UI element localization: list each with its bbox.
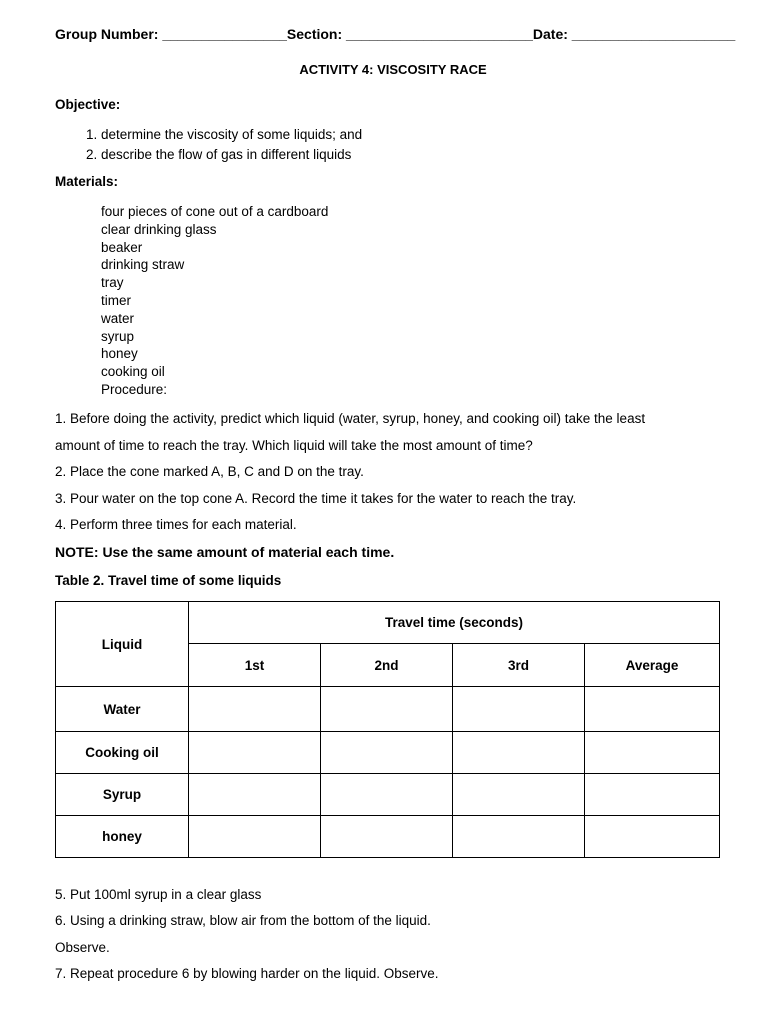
- empty-cell[interactable]: [585, 774, 720, 816]
- table-row: [56, 687, 720, 732]
- empty-cell[interactable]: [189, 687, 321, 732]
- table-caption: Table 2. Travel time of some liquids: [55, 573, 282, 588]
- empty-cell[interactable]: [585, 687, 720, 732]
- row-label-syrup: Syrup: [56, 774, 189, 816]
- procedure-step-6: 6. Using a drinking straw, blow air from the bottom of the liquid.: [55, 913, 431, 928]
- procedure-step-1-cont: amount of time to reach the tray. Which liquid will take the most amount of time?: [55, 438, 533, 453]
- header-line: [55, 26, 735, 42]
- empty-cell[interactable]: [321, 732, 453, 774]
- procedure-step-5: 5. Put 100ml syrup in a clear glass: [55, 887, 262, 902]
- material-item: cooking oil: [101, 364, 165, 380]
- liquid-header: Liquid: [56, 602, 189, 687]
- procedure-step-4: 4. Perform three times for each material.: [55, 517, 297, 532]
- trial-3-header: 3rd: [453, 644, 585, 687]
- objective-item: 1. determine the viscosity of some liquids; and: [101, 125, 362, 145]
- material-item: tray: [101, 275, 124, 291]
- empty-cell[interactable]: [321, 816, 453, 858]
- travel-time-header: Travel time (seconds): [189, 602, 720, 644]
- note-text: NOTE: Use the same amount of material each time.: [55, 544, 395, 560]
- procedure-step-2: 2. Place the cone marked A, B, C and D on the tray.: [55, 464, 364, 479]
- empty-cell[interactable]: [453, 774, 585, 816]
- trial-1-header: 1st: [189, 644, 321, 687]
- procedure-step-7: 7. Repeat procedure 6 by blowing harder on the liquid. Observe.: [55, 966, 439, 981]
- material-item: clear drinking glass: [101, 221, 217, 237]
- table-row: [56, 816, 720, 858]
- materials-list: [101, 203, 328, 399]
- date-field[interactable]: Date: _____________________: [532, 26, 736, 42]
- average-header: Average: [585, 644, 720, 687]
- material-item: timer: [101, 292, 131, 308]
- procedure-step-1: 1. Before doing the activity, predict which liquid (water, syrup, honey, and cooking oil) take the least: [55, 411, 646, 426]
- group-number-field[interactable]: Group Number: ________________: [55, 26, 287, 42]
- section-field[interactable]: Section: ________________________: [286, 26, 533, 42]
- material-item: beaker: [101, 239, 143, 255]
- table-row: [56, 774, 720, 816]
- travel-time-table: [55, 601, 720, 858]
- activity-title: ACTIVITY 4: VISCOSITY RACE: [299, 62, 487, 77]
- empty-cell[interactable]: [453, 816, 585, 858]
- row-label-cooking-oil: Cooking oil: [56, 732, 189, 774]
- empty-cell[interactable]: [585, 732, 720, 774]
- objective-list: [55, 125, 362, 164]
- objective-heading: Objective:: [55, 97, 121, 112]
- empty-cell[interactable]: [189, 774, 321, 816]
- table-row: [56, 732, 720, 774]
- row-label-honey: honey: [56, 816, 189, 858]
- material-item: honey: [101, 346, 138, 362]
- trial-2-header: 2nd: [321, 644, 453, 687]
- material-item: four pieces of cone out of a cardboard: [101, 204, 329, 219]
- procedure-step-3: 3. Pour water on the top cone A. Record the time it takes for the water to reach the tray.: [55, 491, 577, 506]
- empty-cell[interactable]: [189, 732, 321, 774]
- material-item: syrup: [101, 328, 135, 344]
- material-item: water: [101, 310, 135, 326]
- empty-cell[interactable]: [453, 732, 585, 774]
- procedure-heading: Procedure:: [101, 381, 168, 397]
- empty-cell[interactable]: [453, 687, 585, 732]
- material-item: drinking straw: [101, 257, 185, 273]
- materials-heading: Materials:: [55, 174, 119, 189]
- empty-cell[interactable]: [321, 774, 453, 816]
- row-label-water: Water: [56, 687, 189, 732]
- objective-item: 2. describe the flow of gas in different liquids: [101, 145, 362, 165]
- empty-cell[interactable]: [321, 687, 453, 732]
- empty-cell[interactable]: [585, 816, 720, 858]
- procedure-step-6-observe: Observe.: [55, 940, 110, 955]
- empty-cell[interactable]: [189, 816, 321, 858]
